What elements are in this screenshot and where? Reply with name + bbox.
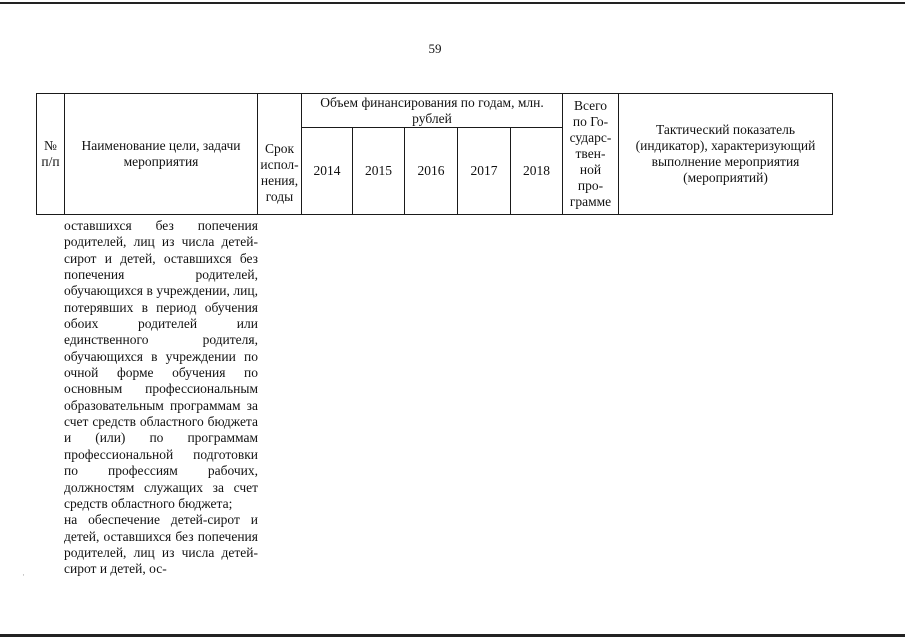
header-cell-total: Всего по Го-сударс-твен-ной про-грамме	[569, 98, 612, 209]
body-paragraph: оставшихся без попечения родителей, лиц из числа детей-сирот и детей, оставшихся без попечения родителей, обучающихся в учреждении, лиц, потерявших в период обучения обоих родителей или единственного родителя, обучающихся в учреждении по очной форме обучения по основным профессиональным образовательным программам за счет средств областного бюджета и (или) по программам профессиональной подготовки по профессиям рабочих, должностям служащих за счет средств областного бюджета;	[64, 218, 258, 511]
table-header	[36, 93, 833, 215]
header-cell-term: Срок испол-нения, годы	[260, 141, 299, 204]
bottom-rule	[0, 634, 905, 637]
body-paragraph: на обеспечение детей-сирот и детей, оставшихся без попечения родителей, лиц из числа детей-сирот и детей, ос-	[64, 512, 258, 577]
header-cell-year: 2017	[470, 163, 498, 178]
page-number: 59	[428, 41, 442, 56]
table-border-right	[832, 93, 833, 215]
scan-artifact: ·	[22, 570, 25, 580]
header-cell-year: 2016	[417, 163, 445, 178]
top-rule	[0, 2, 905, 4]
header-cell-funding-group: Объем финансирования по годам, млн. рублей	[320, 94, 544, 126]
header-cell-indicator: Тактический показатель (индикатор), характеризующий выполнение мероприятия (мероприятий)	[635, 122, 816, 185]
body-text	[64, 218, 258, 578]
header-cell-name: Наименование цели, задачи мероприятия	[81, 138, 241, 169]
header-cell-number: № п/п	[41, 138, 60, 169]
table-border-bottom	[36, 214, 833, 215]
header-cell-year: 2018	[523, 163, 550, 178]
header-cell-year: 2014	[313, 163, 341, 178]
header-cell-year: 2015	[365, 163, 392, 178]
